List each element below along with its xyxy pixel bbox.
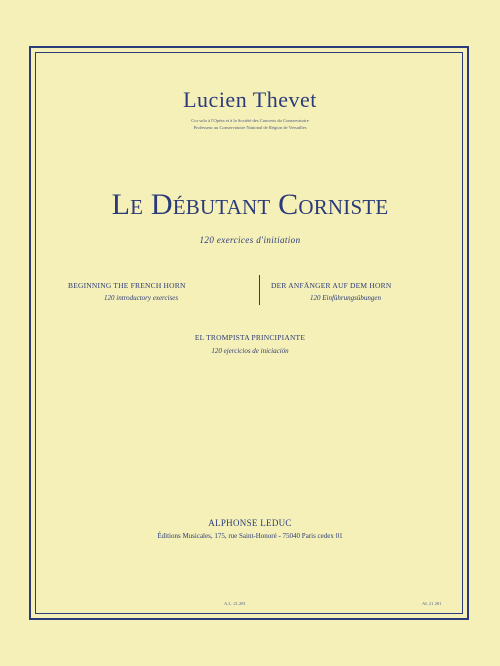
catalog-code-right: AL 21 281 — [422, 601, 442, 606]
spanish-title: EL TROMPISTA PRINCIPIANTE — [194, 333, 306, 342]
author-name: Lucien Thevet — [183, 87, 317, 112]
english-title: BEGINNING THE FRENCH HORN — [68, 281, 186, 290]
english-subtitle: 120 introductory exercises — [104, 294, 179, 302]
publisher-name: ALPHONSE LEDUC — [208, 518, 292, 528]
german-subtitle: 120 Einführungsübungen — [310, 294, 381, 302]
catalog-code-center: A.L. 21.281 — [224, 601, 246, 606]
author-credentials-line-2: Professeur au Conservatoire National de Région de Versailles — [193, 125, 307, 130]
german-title: DER ANFÄNGER AUF DEM HORN — [271, 281, 392, 290]
publisher-address: Éditions Musicales, 175, rue Saint-Honoré - 75040 Paris cedex 01 — [157, 532, 343, 540]
spanish-subtitle: 120 ejercicios de iniciación — [211, 347, 289, 355]
work-subtitle: 120 exercices d'initiation — [199, 235, 301, 245]
column-divider — [259, 275, 260, 305]
work-title: Le Débutant Corniste — [111, 188, 389, 221]
author-credentials-line-1: Cor solo à l'Opéra et à la Société des Concerts du Conservatoire — [191, 118, 309, 123]
